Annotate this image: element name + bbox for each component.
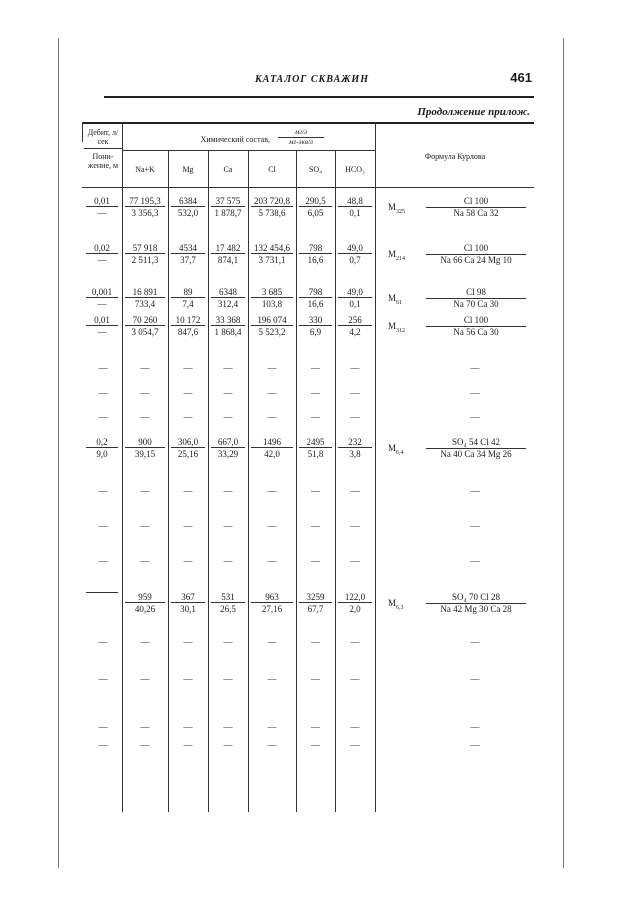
col-border-7 (375, 122, 376, 812)
mineralization-value: 312 (396, 327, 406, 334)
table-header-rule (82, 187, 534, 188)
cl-mg-value: 132 454,6 (251, 243, 293, 254)
mg-mg-value: 89 (171, 287, 205, 298)
dash-cell: — (311, 363, 320, 373)
cl-mg-value: 203 720,8 (251, 196, 293, 207)
header-na-k: Na+K (135, 165, 155, 174)
dash-cell: — (183, 637, 193, 647)
hco3-meq-value: 0,1 (349, 299, 361, 309)
kurlov-formula (388, 287, 533, 313)
debit-header-rule (84, 148, 122, 149)
hco3-mg-value: 122,0 (338, 592, 372, 603)
dash-cell: — (140, 637, 150, 647)
dash-cell: — (223, 722, 233, 732)
drawdown-value: — (97, 255, 107, 265)
nak-mg-value: 70 260 (125, 315, 165, 326)
dash-cell: — (183, 388, 193, 398)
hco3-meq-value: 0,1 (349, 208, 361, 218)
drawdown-value: — (97, 327, 107, 337)
dash-cell: — (183, 412, 193, 422)
dash-cell: — (183, 521, 193, 531)
hco3-meq-value: 3,8 (349, 449, 361, 459)
dash-cell: — (98, 486, 108, 496)
continuation-label: Продолжение прилож. (417, 106, 530, 118)
col-border-0 (82, 122, 83, 142)
dash-cell: — (183, 556, 193, 566)
cl-meq-value: 103,8 (261, 299, 283, 309)
nak-meq-value: 3 054,7 (131, 327, 159, 337)
dash-cell: — (98, 674, 108, 684)
dash-cell: — (350, 486, 360, 496)
hco3-mg-value: 49,0 (338, 243, 372, 254)
dash-cell: — (350, 722, 360, 732)
formula-anions: Cl 100 (463, 243, 489, 253)
table-top-rule (82, 122, 534, 124)
dash-cell: — (140, 740, 150, 750)
so4-meq-value: 6,9 (309, 327, 322, 337)
mineralization-symbol (388, 443, 404, 456)
nak-mg-value: 959 (125, 592, 165, 603)
mg-meq-value: 30,1 (180, 604, 196, 614)
mineralization-letter: M (388, 321, 397, 331)
dash-cell: — (470, 674, 480, 684)
formula-cations: Na 58 Ca 32 (453, 208, 499, 218)
dash-cell: — (311, 637, 320, 647)
debit-value: 0,2 (86, 437, 118, 448)
kurlov-formula (388, 315, 533, 341)
dash-cell: — (311, 674, 320, 684)
ca-meq-value: 874,1 (217, 255, 239, 265)
dash-cell: — (470, 722, 480, 732)
header-hco3: HCO₃ (345, 165, 365, 174)
dash-cell: — (98, 521, 108, 531)
dash-cell: — (98, 637, 108, 647)
dash-cell: — (140, 388, 150, 398)
dash-cell: — (223, 740, 233, 750)
so4-meq-value: 51,8 (307, 449, 324, 459)
kurlov-formula (388, 592, 533, 618)
hco3-mg-value: 256 (338, 315, 372, 326)
ca-mg-value: 531 (211, 592, 245, 603)
header-chem-units-den: мг-экв/л (289, 138, 313, 146)
dash-cell: — (223, 486, 233, 496)
hco3-mg-value: 48,8 (338, 196, 372, 207)
formula-anions: Cl 100 (463, 315, 489, 325)
dash-cell: — (223, 521, 233, 531)
dash-cell: — (140, 486, 150, 496)
dash-cell: — (267, 388, 277, 398)
dash-cell: — (470, 521, 480, 531)
nak-mg-value: 77 195,3 (125, 196, 165, 207)
dash-cell: — (98, 556, 108, 566)
ca-mg-value: 37 575 (211, 196, 245, 207)
running-header-title: КАТАЛОГ СКВАЖИН (255, 74, 369, 85)
mineralization-letter: M (388, 249, 397, 259)
nak-mg-value: 57 918 (125, 243, 165, 254)
mg-meq-value: 37,7 (180, 255, 196, 265)
dash-cell: — (311, 388, 320, 398)
drawdown-value: — (97, 299, 107, 309)
dash-cell: — (350, 363, 360, 373)
hco3-meq-value: 0,7 (349, 255, 361, 265)
dash-cell: — (350, 637, 360, 647)
col-border-3 (208, 150, 209, 812)
drawdown-value: — (97, 208, 107, 218)
header-debit: Дебит, л/сек (87, 128, 119, 146)
mineralization-letter: M (388, 293, 397, 303)
so4-meq-value: 67,7 (307, 604, 324, 614)
nak-mg-value: 900 (125, 437, 165, 448)
hco3-meq-value: 2,0 (349, 604, 361, 614)
debit-value: 0,01 (86, 315, 118, 326)
dash-cell: — (183, 740, 193, 750)
cl-meq-value: 27,16 (261, 604, 283, 614)
kurlov-formula (388, 196, 533, 222)
dash-cell: — (98, 740, 108, 750)
hco3-meq-value: 4,2 (349, 327, 361, 337)
so4-mg-value: 330 (299, 315, 332, 326)
hco3-mg-value: 232 (338, 437, 372, 448)
mg-mg-value: 367 (171, 592, 205, 603)
dash-cell: — (183, 674, 193, 684)
formula-anions: Cl 98 (466, 287, 486, 297)
col-border-2 (168, 150, 169, 812)
debit-value: 0,02 (86, 243, 118, 254)
formula-cations: Na 66 Ca 24 Mg 10 (440, 255, 512, 265)
dash-cell: — (470, 363, 480, 373)
mineralization-symbol (388, 598, 404, 611)
col-border-4 (248, 150, 249, 812)
dash-cell: — (350, 740, 360, 750)
cl-mg-value: 963 (251, 592, 293, 603)
dash-cell: — (223, 556, 233, 566)
ca-mg-value: 33 368 (211, 315, 245, 326)
mineralization-value: 214 (396, 255, 406, 262)
dash-cell: — (98, 388, 108, 398)
ca-meq-value: 33,29 (217, 449, 239, 459)
page-number: 461 (510, 70, 532, 85)
dash-cell: — (140, 674, 150, 684)
page-left-edge (58, 38, 59, 868)
dash-cell: — (267, 674, 277, 684)
header-chem-title: Химический состав, (200, 135, 270, 144)
mg-meq-value: 532,0 (177, 208, 199, 218)
cl-meq-value: 5 738,6 (258, 208, 286, 218)
mg-meq-value: 25,16 (177, 449, 199, 459)
mineralization-letter: M (388, 202, 397, 212)
mineralization-letter: M (388, 443, 397, 453)
dash-cell: — (183, 363, 193, 373)
dash-cell: — (98, 412, 108, 422)
so4-meq-value: 6,05 (307, 208, 324, 218)
dash-cell: — (140, 556, 150, 566)
so4-mg-value: 798 (299, 287, 332, 298)
dash-cell: — (267, 637, 277, 647)
formula-anions: SO₄ 70 Cl 28 (452, 592, 500, 602)
dash-cell: — (470, 412, 480, 422)
dash-cell: — (350, 674, 360, 684)
drawdown-value: 9,0 (96, 449, 108, 459)
mg-mg-value: 10 172 (171, 315, 205, 326)
kurlov-formula (388, 243, 533, 269)
dash-cell: — (470, 486, 480, 496)
header-ca: Ca (223, 165, 233, 174)
mg-mg-value: 306,0 (171, 437, 205, 448)
dash-cell: — (267, 363, 277, 373)
dash-cell: — (267, 412, 277, 422)
mineralization-value: 6,3 (396, 604, 404, 611)
debit-value: 0,01 (86, 196, 118, 207)
dash-cell: — (470, 556, 480, 566)
dash-cell: — (350, 388, 360, 398)
mg-mg-value: 6384 (171, 196, 205, 207)
mg-meq-value: 7,4 (182, 299, 194, 309)
kurlov-formula (388, 437, 533, 463)
dash-cell: — (311, 486, 320, 496)
dash-cell: — (183, 722, 193, 732)
cl-mg-value: 196 074 (251, 315, 293, 326)
nak-meq-value: 40,26 (134, 604, 156, 614)
cl-mg-value: 1496 (251, 437, 293, 448)
mg-mg-value: 4534 (171, 243, 205, 254)
dash-cell: — (470, 388, 480, 398)
dash-cell: — (311, 556, 320, 566)
dash-cell: — (140, 521, 150, 531)
dash-cell: — (267, 486, 277, 496)
nak-meq-value: 39,15 (134, 449, 156, 459)
so4-meq-value: 16,6 (307, 299, 324, 309)
mineralization-symbol (388, 249, 405, 262)
dash-cell: — (223, 388, 233, 398)
dash-cell: — (350, 412, 360, 422)
header-formula: Формула Курлова (424, 152, 486, 161)
dash-cell: — (140, 722, 150, 732)
dash-cell: — (311, 412, 320, 422)
nak-mg-value: 16 891 (125, 287, 165, 298)
dash-cell: — (350, 521, 360, 531)
ca-mg-value: 17 482 (211, 243, 245, 254)
dash-cell: — (470, 637, 480, 647)
formula-anions: SO₄ 54 Cl 42 (452, 437, 500, 447)
header-chem-units-num: мг/л (294, 128, 308, 136)
nak-meq-value: 2 511,3 (131, 255, 159, 265)
dash-cell: — (140, 363, 150, 373)
dash-cell: — (98, 363, 108, 373)
col-border-5 (296, 150, 297, 812)
dash-cell: — (140, 412, 150, 422)
formula-cations: Na 42 Mg 30 Ca 28 (440, 604, 512, 614)
header-so4: SO₄ (308, 165, 322, 174)
formula-cations: Na 70 Ca 30 (453, 299, 499, 309)
dash-cell: — (311, 722, 320, 732)
header-drawdown: Пони-жение, м (87, 152, 119, 170)
mineralization-symbol (388, 321, 405, 334)
ca-meq-value: 312,4 (217, 299, 239, 309)
mineralization-letter: M (388, 598, 397, 608)
ca-mg-value: 6348 (211, 287, 245, 298)
ca-meq-value: 1 868,4 (214, 327, 242, 337)
so4-mg-value: 798 (299, 243, 332, 254)
mg-meq-value: 847,6 (177, 327, 199, 337)
cl-meq-value: 42,0 (264, 449, 280, 459)
mineralization-symbol (388, 202, 405, 215)
so4-mg-value: 3259 (299, 592, 332, 603)
nak-meq-value: 733,4 (134, 299, 156, 309)
formula-cations: Na 56 Ca 30 (453, 327, 499, 337)
ca-mg-value: 667,0 (211, 437, 245, 448)
nak-meq-value: 3 356,3 (131, 208, 159, 218)
dash-cell: — (223, 412, 233, 422)
dash-cell: — (267, 740, 277, 750)
dash-cell: — (311, 521, 320, 531)
so4-mg-value: 2495 (299, 437, 332, 448)
header-rule (104, 96, 534, 98)
col-border-1 (122, 122, 123, 812)
dash-cell: — (98, 722, 108, 732)
ca-meq-value: 26,5 (220, 604, 236, 614)
mineralization-value: 325 (396, 208, 406, 215)
page-right-edge (563, 38, 564, 868)
dash-cell: — (470, 740, 480, 750)
dash-cell: — (267, 722, 277, 732)
dash-cell: — (267, 521, 277, 531)
mineralization-value: 6,4 (396, 449, 404, 456)
dash-cell: — (183, 486, 193, 496)
header-cl: Cl (268, 165, 276, 174)
dash-cell: — (223, 363, 233, 373)
header-mg: Mg (182, 165, 194, 174)
formula-anions: Cl 100 (463, 196, 489, 206)
dash-cell: — (223, 637, 233, 647)
dash-cell: — (311, 740, 320, 750)
so4-mg-value: 290,5 (299, 196, 332, 207)
so4-meq-value: 16,6 (307, 255, 324, 265)
cl-meq-value: 5 523,2 (258, 327, 286, 337)
dash-cell: — (350, 556, 360, 566)
dash-cell: — (223, 674, 233, 684)
dash-cell: — (267, 556, 277, 566)
debit-value: 0,001 (86, 287, 118, 298)
cl-mg-value: 3 685 (251, 287, 293, 298)
cl-meq-value: 3 731,1 (258, 255, 286, 265)
hco3-mg-value: 49,0 (338, 287, 372, 298)
col-border-6 (335, 150, 336, 812)
formula-cations: Na 40 Ca 34 Mg 26 (440, 449, 512, 459)
debit-value (86, 592, 118, 593)
mineralization-symbol (388, 293, 402, 306)
mineralization-value: 61 (396, 299, 403, 306)
ca-meq-value: 1 878,7 (214, 208, 242, 218)
